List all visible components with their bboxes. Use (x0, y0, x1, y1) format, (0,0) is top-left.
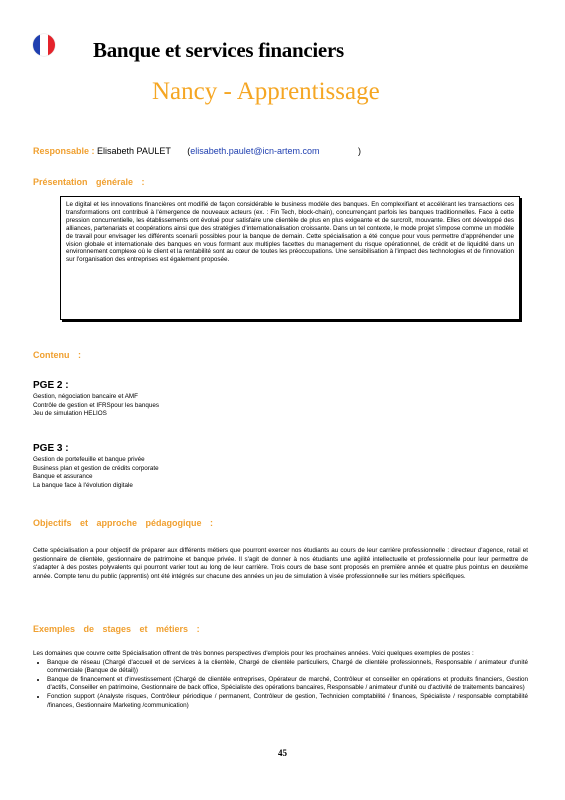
pge2-title: PGE 2 : (33, 380, 69, 391)
list-item: Business plan et gestion de crédits corporate (33, 464, 159, 472)
responsable-label: Responsable : (33, 146, 95, 156)
exemples-intro: Les domaines que couvre cette Spécialisation offrent de très bonnes perspectives d'emplois pour les prochaines années. Voici quelques exemples de postes : (33, 650, 474, 657)
list-item: Gestion de portefeuille et banque privée (33, 456, 145, 463)
page-title: Banque et services financiers (93, 38, 344, 62)
list-item: • Fonction support (Analyste risques, Contrôleur périodique / permanent, Contrôleur de gestion, Technicien comptabilité / finances, Spécialiste / responsable comptabilité /finances, Gestionnaire Marketing /communication) (47, 693, 528, 710)
objectifs-text: Cette spécialisation a pour objectif de préparer aux différents métiers que pourront exercer nos étudiants au cours de leur carrière professionnelle : directeur d'agence, retail et gestionnaire de clientèle, gestionnaire de patrimoine et banque privée. Il s'agit de donner à nos étudiants une agilité intellectuelle et professionnelle pour leur permettre de s'adapter à des postes polyvalents qui pourront varier tout au long de leur carrière. Trois cours de base sont proposés en première année et quatre plus pointus en deuxième année. Compte tenu du public (apprentis) ont été intégrés sur chacune des années un jeu de simulation à visée professionnelle sur les métiers spécifiques. (33, 547, 528, 580)
presentation-heading: Présentation générale : (33, 177, 145, 187)
responsable-email-link[interactable]: elisabeth.paulet@icn-artem.com (190, 146, 320, 156)
list-item: • Banque de réseau (Chargé d'accueil et de services à la clientèle, Chargé de clientèle particuliers, Chargé de clientèle professionnels, Responsable / animateur d'unité commerciale (Banque de détail)) (47, 659, 528, 676)
list-item: Gestion, négociation bancaire et AMF (33, 393, 139, 400)
responsable-name: Elisabeth PAULET (97, 146, 171, 156)
presentation-box (60, 196, 520, 320)
list-item: La banque face à l'évolution digitale (33, 481, 133, 489)
list-item: Banque et assurance (33, 473, 93, 481)
stages-list (33, 659, 528, 711)
pge3-title: PGE 3 : (33, 443, 69, 454)
france-flag-icon (33, 34, 55, 56)
presentation-text: Le digital et les innovations financières ont modifié de façon considérable le business modèle des banques. En complexifiant et accélérant les transactions ces transformations ont contribué à l'émergence de nouveaux acteurs (ex. : Fin Tech, block-chain), concurrençant parfois les banques traditionnelles. Face à cette pression concurrentielle, les établissements ont évolué pour satisfaire une clientèle de plus en plus exigeante et de surcroît, mouvante. Elles ont développé des alliances, partenariats et coopérations ainsi que des stratégies d'internationalisation croissante. Dans un tel contexte, le mode projet s'impose comme un modèle de travail pour envisager les différents scenarii possibles pour la banque de demain. Cette spécialisation a été conçue pour vous permettre d'appréhender une vision globale et internationale des banques en vous formant aux multiples facettes du management du risque opérationnel, de crédit et de liquidité dans un environnement complexe où le client et la rentabilité sont au cœur de toutes les préoccupations. Une sensibilisation à l'impact des technologies et de l'innovation sur l'organisation des entreprises est également proposée. (66, 201, 514, 264)
contenu-heading: Contenu : (33, 350, 81, 360)
list-item: • Banque de financement et d'investissement (Chargé de clientèle entreprises, Opérateur de marché, Contrôleur et conseiller en opérations et produits financiers, Gestion d'actifs, Conseiller en patrimoine, Gestionnaire de back office, Spécialiste des opérations bancaires, Responsable / animateur d'unité ou d'activité de traitements bancaires) (47, 676, 528, 693)
page-number: 45 (278, 748, 287, 758)
list-item: Jeu de simulation HELIOS (33, 410, 107, 418)
email-close-paren: ) (357, 146, 361, 156)
email-open-paren: ( (187, 146, 191, 156)
pge2-list (33, 393, 159, 419)
exemples-body (33, 650, 528, 710)
list-item: Contrôle de gestion et IFRSpour les banques (33, 401, 160, 409)
page-subtitle: Nancy - Apprentissage (152, 78, 380, 105)
responsable-line (33, 146, 361, 156)
objectifs-heading: Objectifs et approche pédagogique : (33, 518, 214, 528)
exemples-heading: Exemples de stages et métiers : (33, 624, 200, 634)
pge3-list (33, 456, 159, 490)
